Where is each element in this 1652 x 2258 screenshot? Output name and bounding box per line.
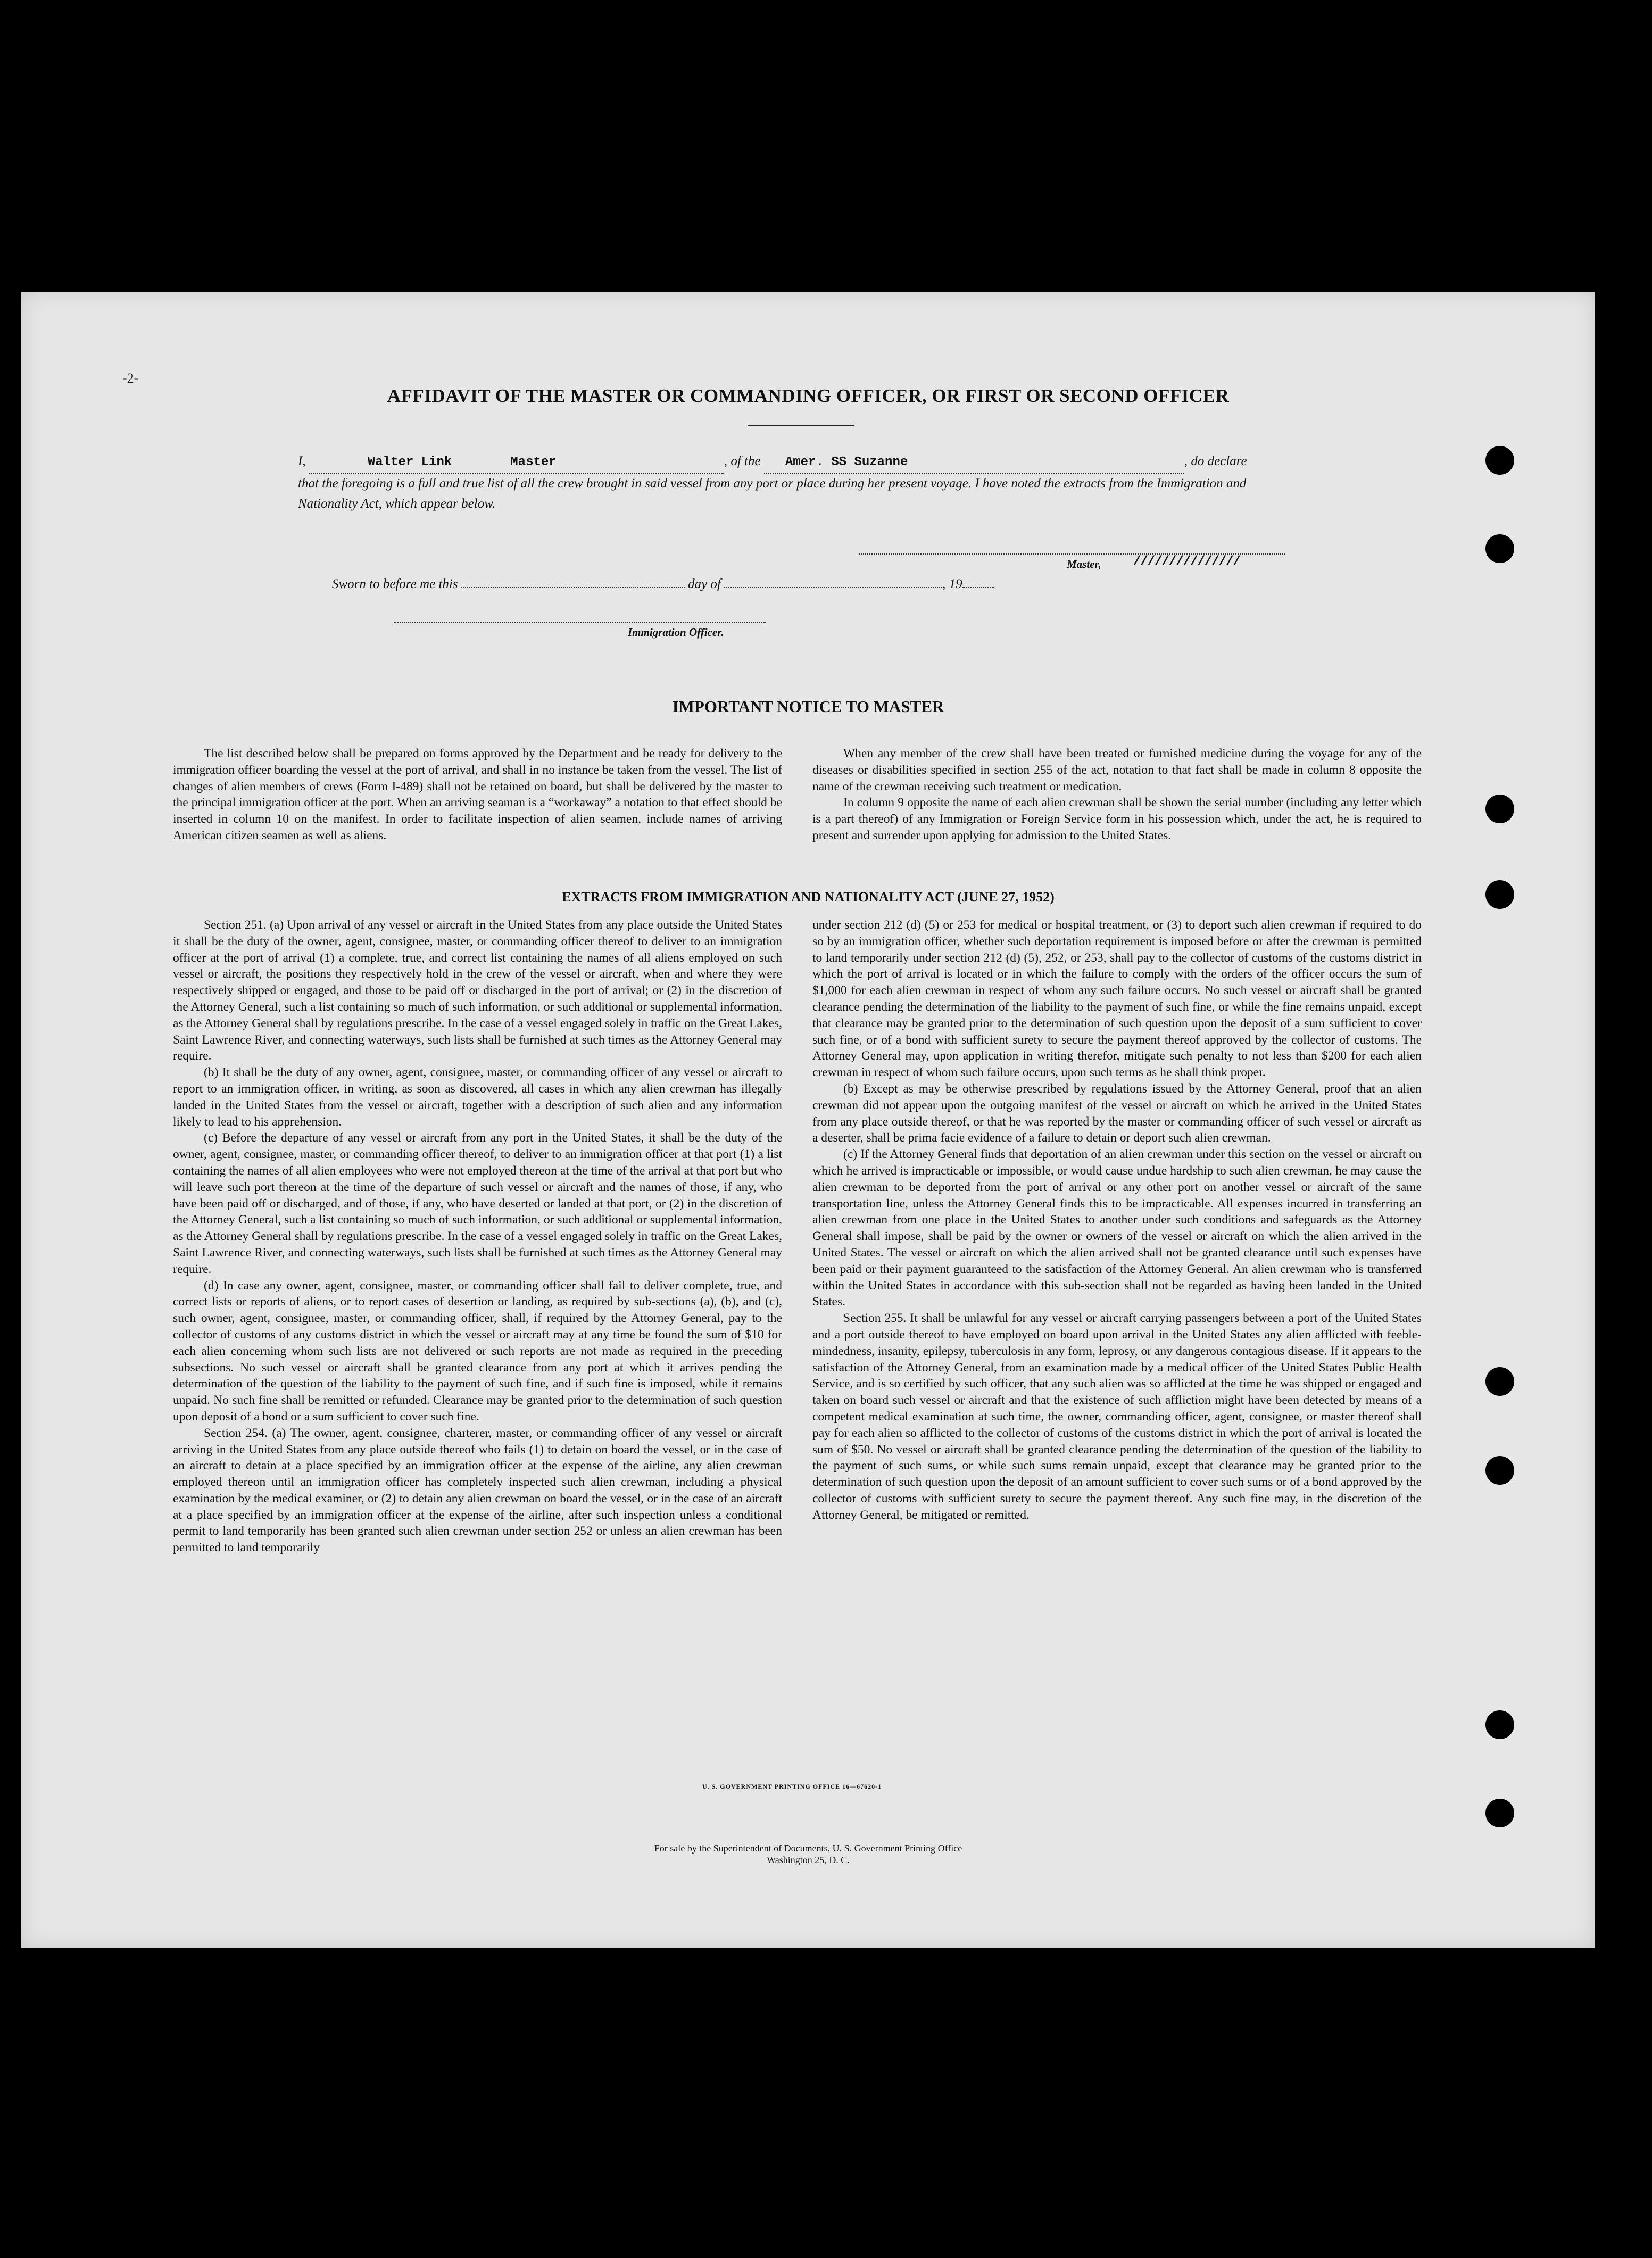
notice-paragraph: When any member of the crew shall have been treated or furnished medicine during the voyage for any of the diseases or disabilities specified in section 255 of the act, notation to that fact shall be made in column 8 opposite the name of the crewman receiving such treatment or medication.: [812, 747, 1422, 793]
extracts-right-column: [812, 917, 1422, 1523]
of-the-label: , of the: [724, 454, 761, 468]
footer-line-2: Washington 25, D. C.: [767, 1855, 850, 1865]
declaration: [298, 451, 1298, 514]
affidavit-title: AFFIDAVIT OF THE MASTER OR COMMANDING OFFICER, OR FIRST OR SECOND OFFICER: [387, 385, 1230, 406]
struck-text: ///////////////: [1133, 555, 1241, 569]
declaration-body: that the foregoing is a full and true list of all the crew brought in said vessel from any port or place during her present voyage. I have noted the extracts from the Immigration and Nationality Act, which appear below.: [298, 476, 1247, 511]
officer-label: Immigration Officer.: [628, 626, 724, 639]
declaration-i: I,: [298, 454, 306, 468]
master-name: Walter Link: [367, 455, 452, 469]
sworn-day-field: [461, 587, 685, 588]
notice-left-column: [173, 746, 782, 844]
name-field: [309, 451, 724, 474]
officer-signature-line: [394, 622, 766, 623]
gpo-imprint: U. S. GOVERNMENT PRINTING OFFICE 16—67620-1: [702, 1783, 882, 1790]
page-number: -2-: [122, 370, 139, 386]
notice-paragraph: In column 9 opposite the name of each alien crewman shall be shown the serial number (including any letter which is a part thereof) of any Immigration or Foreign Service form in his possession which, under the act, he is required to present and surrender upon applying for admission to the United States.: [812, 796, 1422, 842]
section-254a: Section 254. (a) The owner, agent, consignee, charterer, master, or commanding officer of any vessel or aircraft arriving in the United States from any place outside thereof who fails (1) to detain on board the vessel, or in the case of an aircraft to detain at a place specified by an immigration officer at the expense of the airline, any alien crewman employed thereon until an immigration officer has completely inspected such alien crewman, including a physical examination by the medical examiner, or (2) to detain any alien crewman on board the vessel, or in the case of an aircraft at a place specified by an immigration officer at the expense of the airline, after such inspection unless a conditional permit to land temporarily has been granted such alien crewman under section 252 or unless an alien crewman has been permitted to land temporarily: [173, 1426, 782, 1555]
section-251c: (c) Before the departure of any vessel or aircraft from any port in the United States, it shall be the duty of the owner, agent, consignee, master, or commanding officer thereof, to deliver to an immigration officer at that port (1) a list containing the names of all alien employees who were not employed thereon at the time of the arrival at that port but who will leave such port thereon at the time of the departure of such vessel or aircraft and the names of those, if any, who have been paid off or discharged, and of those, if any, who have deserted or landed at that port, or (2) in the discretion of the Attorney General, such a list containing so much of such information, or such additional or supplemental information, as the Attorney General shall by regulations prescribe. In the case of a vessel engaged solely in traffic on the Great Lakes, Saint Lawrence River, and connecting waterways, such lists shall be furnished at such times as the Attorney General may require.: [173, 1131, 782, 1276]
section-255: Section 255. It shall be unlawful for any vessel or aircraft carrying passengers between a port of the United States and a port outside thereof to have employed on board upon arrival in the United States any alien afflicted with feeble-mindedness, insanity, epilepsy, tuberculosis in any form, leprosy, or any dangerous contagious disease. If it appears to the satisfaction of the Attorney General, from an examination made by a medical officer of the United States Public Health Service, and is so certified by such officer, that any such alien was so afflicted at the time he was shipped or engaged and taken on board such vessel or aircraft and that the existence of such affliction might have been detected by means of a competent medical examination at such time, the owner, commanding officer, agent, consignee, or master thereof shall pay for each alien so afflicted to the collector of customs of the customs district in which the port of arrival is located the sum of $50. No vessel or aircraft shall be granted clearance pending the determination of the question of the liability to the payment of such sums, or while such sums remain unpaid, except that clearance may be granted prior to the determination of such question upon the deposit of an amount sufficient to cover such sums or of a bond approved by the collector of customs with sufficient surety to secure the payment thereof. Any such fine may, in the discretion of the Attorney General, be mitigated or remitted.: [812, 1311, 1422, 1522]
section-254a-continued: under section 212 (d) (5) or 253 for medical or hospital treatment, or (3) to deport such alien crewman if required to do so by an immigration officer, whether such deportation requirement is imposed before or after the crewman is permitted to land temporarily under section 212 (d) (5), 252, or 253, shall pay to the collector of customs of the customs district in which the port of arrival is located or in which the failure to comply with the orders of the officer occurs the sum of $1,000 for each alien crewman in respect of whom any such failure occurs. No such vessel or aircraft shall be granted clearance pending the determination of the liability to the payment of such fine, or while the fine remains unpaid, except that clearance may be granted prior to the determination of such question upon the deposit of a sum sufficient to cover such fine, or of a bond with sufficient surety to secure the payment thereof approved by the collector of customs. The Attorney General may, upon application in writing therefor, mitigate such penalty to not less than $200 for each alien crewman in respect of whom such failure occurs, upon such terms as he shall think proper.: [812, 918, 1422, 1080]
section-251d: (d) In case any owner, agent, consignee, master, or commanding officer shall fail to deliver complete, true, and correct lists or reports of aliens, or to report cases of desertion or landing, as required by sub-sections (a), (b), and (c), such owner, agent, consignee, master, or commanding officer, shall, if required by the Attorney General, pay to the collector of customs of any customs district in which the vessel or aircraft may at any time be found the sum of $10 for each alien concerning whom such lists are not delivered or such reports are not made as required in the preceding subsections. No such vessel or aircraft shall be granted clearance from any port at which it arrives pending the determination of the question of the liability to the payment of such fine, and if such fine is imposed, while it remains unpaid. No such fine shall be remitted or refunded. Clearance may be granted prior to the determination of such question upon deposit of a bond or a sum sufficient to cover such fine.: [173, 1278, 782, 1424]
punch-hole: [1485, 1799, 1514, 1827]
punch-hole: [1485, 795, 1514, 823]
section-254b: (b) Except as may be otherwise prescribed by regulations issued by the Attorney General, proof that an alien crewman did not appear upon the outgoing manifest of the vessel or aircraft on which he arrived in the United States from any place outside thereof, or that he was reported by the master or commanding officer of such vessel or aircraft as a deserter, shall be prima facie evidence of a failure to detain or deport such alien crewman.: [812, 1081, 1422, 1145]
sworn-prefix: Sworn to before me this: [332, 577, 458, 591]
notice-heading: IMPORTANT NOTICE TO MASTER: [672, 697, 944, 716]
section-254c: (c) If the Attorney General finds that deportation of an alien crewman under this section on the vessel or aircraft on which he arrived is impracticable or impossible, or would cause undue hardship to such alien crewman, he may cause the alien crewman to be deported from the port of arrival or any other port on another vessel or aircraft of the same transportation line, unless the Attorney General finds this to be impracticable. All expenses incurred in transferring an alien crewman from one place in the United States to another under such conditions and safeguards as the Attorney General shall impose, shall be paid by the owner or owners of the vessel or aircraft on which the alien arrived in the United States. The vessel or aircraft on which the alien arrived shall not be granted clearance until such expenses have been paid or their payment guaranteed to the satisfaction of the Attorney General. An alien crewman who is transferred within the United States in accordance with this sub-section shall not be regarded as having been landed in the United States.: [812, 1147, 1422, 1309]
punch-hole: [1485, 1456, 1514, 1485]
vessel-name: Amer. SS Suzanne: [785, 455, 908, 469]
footer: [21, 1842, 1595, 1866]
footer-line-1: For sale by the Superintendent of Documents, U. S. Government Printing Office: [654, 1843, 962, 1854]
extracts-heading: EXTRACTS FROM IMMIGRATION AND NATIONALITY ACT (JUNE 27, 1952): [562, 889, 1055, 905]
section-251b: (b) It shall be the duty of any owner, agent, consignee, master, or commanding officer of any vessel or aircraft to report to an immigration officer, in writing, as soon as discovered, all cases in which any alien crewman has illegally landed in the United States from the vessel or aircraft, together with a description of such alien and any information likely to lead to his apprehension.: [173, 1065, 782, 1129]
document-sheet: [21, 292, 1595, 1948]
sworn-year-prefix: , 19: [942, 577, 962, 591]
title-rule: [748, 425, 854, 426]
sworn-line: [332, 577, 994, 592]
sworn-day-of: day of: [688, 577, 721, 591]
section-251a: Section 251. (a) Upon arrival of any vessel or aircraft in the United States from any place outside the United States it shall be the duty of the owner, agent, consignee, master, or commanding officer thereof to deliver to an immigration officer at the port of arrival (1) a complete, true, and correct list containing the names of all aliens employed on such vessel or aircraft, the positions they respectively hold in the crew of the vessel or aircraft, when and where they were respectively shipped or engaged, and those to be paid off or discharged in the port of arrival; or (2) in the discretion of the Attorney General, such a list containing so much of such information, or such additional or supplemental information, as the Attorney General shall by regulations prescribe. In the case of a vessel engaged solely in traffic on the Great Lakes, Saint Lawrence River, and connecting waterways, such lists shall be furnished at such times as the Attorney General may require.: [173, 918, 782, 1063]
punch-hole: [1485, 1367, 1514, 1396]
punch-hole: [1485, 1710, 1514, 1739]
do-declare-label: , do declare: [1184, 454, 1247, 468]
notice-right-column: [812, 746, 1422, 844]
sworn-month-field: [724, 587, 942, 588]
notice-paragraph: The list described below shall be prepared on forms approved by the Department and be ready for delivery to the immigration officer boarding the vessel at the port of arrival, and shall in no instance be taken from the vessel. The list of changes of alien members of crews (Form I-489) shall not be retained on board, but shall be delivered by the master to the principal immigration officer at the port. When an arriving seaman is a “workaway” a notation to that effect should be inserted in column 10 on the manifest. In order to facilitate inspection of alien seamen, include names of arriving American citizen seamen as well as aliens.: [173, 747, 782, 842]
master-position: Master: [510, 455, 557, 469]
punch-hole: [1485, 534, 1514, 563]
sworn-year-field: [962, 587, 994, 588]
signature-label: Master,: [1067, 558, 1101, 570]
punch-hole: [1485, 446, 1514, 475]
extracts-left-column: [173, 917, 782, 1556]
vessel-field: [764, 451, 1184, 474]
